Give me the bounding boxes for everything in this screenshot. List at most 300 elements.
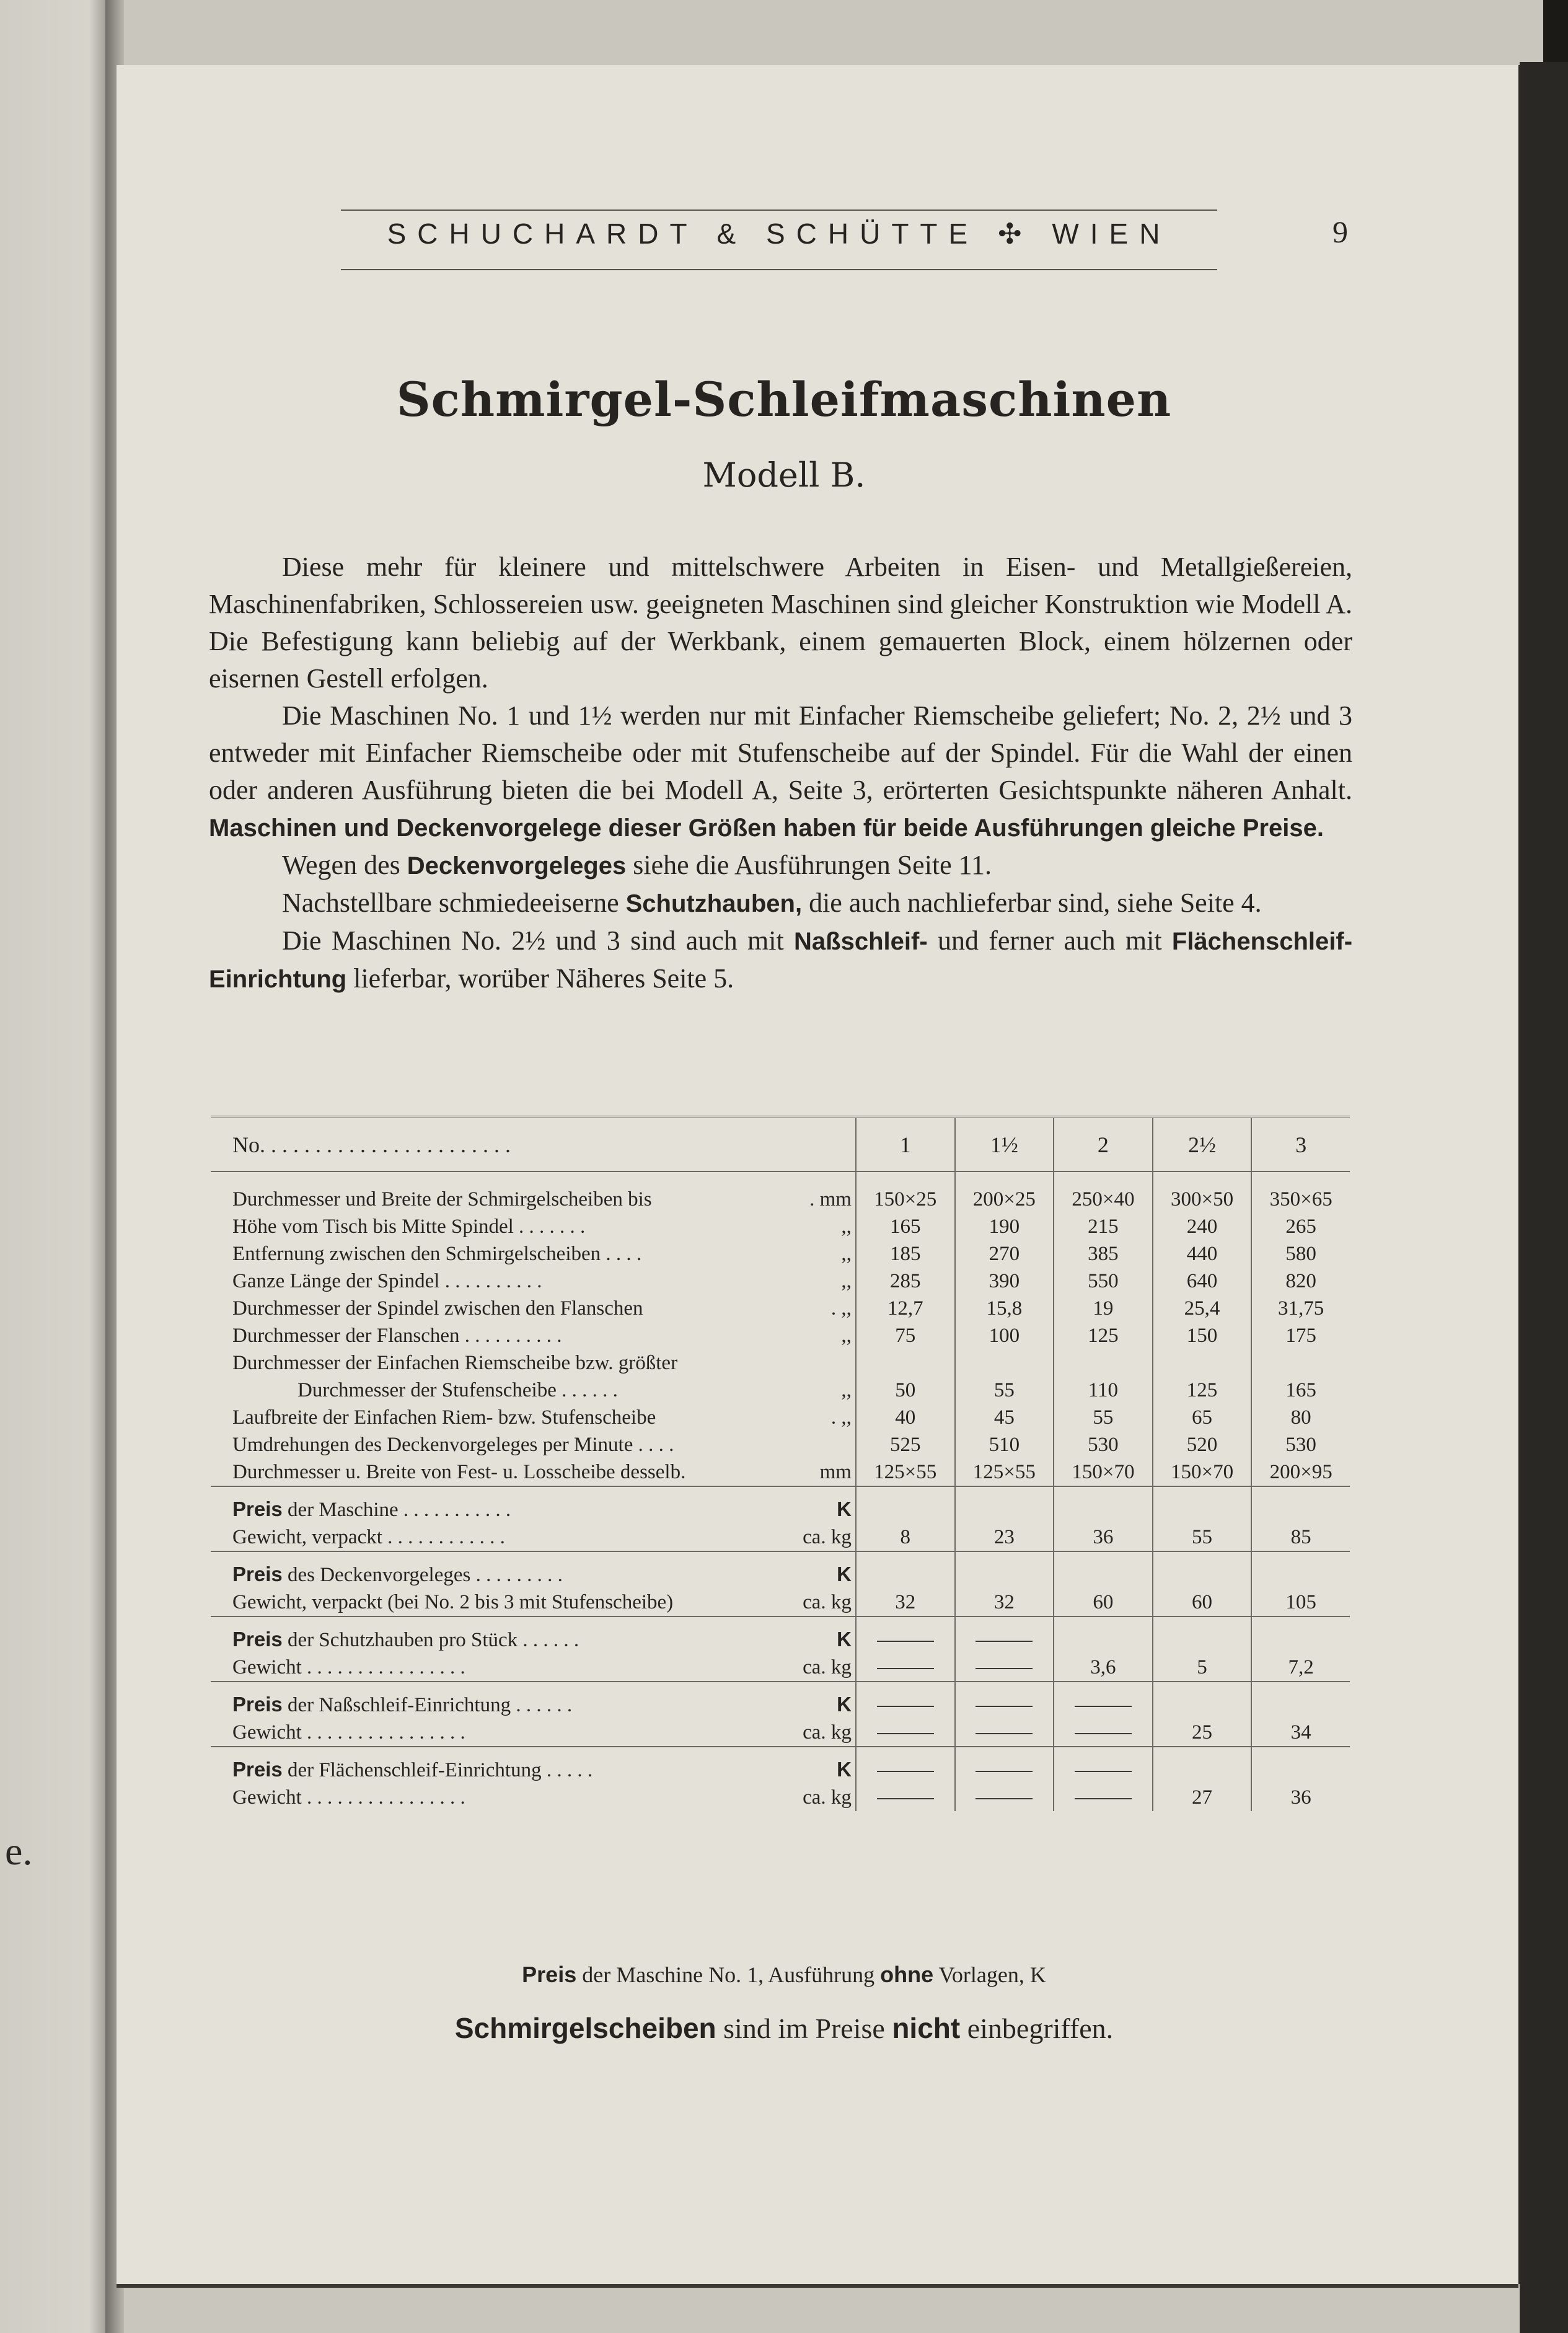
cell-value: 110 xyxy=(1088,1379,1119,1401)
table-cell xyxy=(1054,1756,1153,1784)
cell-value: 510 xyxy=(989,1434,1020,1456)
price-label-left xyxy=(232,1496,511,1524)
table-cell xyxy=(1251,1784,1350,1811)
table-row xyxy=(211,1240,1350,1268)
col-header: 3 xyxy=(1251,1117,1350,1171)
weight-row xyxy=(211,1589,1350,1616)
table-cell xyxy=(1054,1213,1153,1240)
spacer-row xyxy=(211,1171,1350,1186)
table-cell xyxy=(1251,1186,1350,1213)
dash-mark xyxy=(976,1706,1033,1707)
table-cell xyxy=(1054,1458,1153,1486)
table-cell xyxy=(955,1719,1054,1747)
paragraph-4 xyxy=(209,884,1352,922)
table-cell xyxy=(955,1322,1054,1349)
separator-cell xyxy=(1251,1682,1350,1691)
row-label-line xyxy=(232,1458,852,1486)
cell-value: 440 xyxy=(1186,1243,1218,1265)
footer-1-text-2: Vorlagen, K xyxy=(938,1962,1046,1987)
footer-line-1 xyxy=(0,1962,1568,1988)
dash-mark xyxy=(1075,1733,1132,1734)
row-label-line xyxy=(232,1524,852,1551)
cell-value: 270 xyxy=(989,1243,1020,1265)
row-label-text: Durchmesser der Einfachen Riemscheibe bzw. größter xyxy=(232,1352,678,1374)
table-cell xyxy=(1251,1431,1350,1458)
table-row xyxy=(211,1295,1350,1322)
table-cell xyxy=(955,1213,1054,1240)
table-cell xyxy=(856,1268,955,1295)
price-label-text: der Naßschleif-Einrichtung . . . . . . xyxy=(287,1694,573,1716)
table-cell xyxy=(1054,1691,1153,1719)
page-subtitle: Modell B. xyxy=(702,456,866,495)
separator-row xyxy=(211,1551,1350,1561)
p4-c: die auch nachlieferbar sind, siehe Seite 4. xyxy=(809,888,1262,918)
spec-body xyxy=(211,1186,1350,1486)
separator-cell xyxy=(1153,1486,1252,1496)
price-label-line xyxy=(232,1626,852,1654)
cell-value: 200×25 xyxy=(972,1188,1036,1211)
price-label-text: der Schutzhauben pro Stück . . . . . . xyxy=(287,1629,579,1651)
table-cell xyxy=(856,1719,955,1747)
paragraph-3 xyxy=(209,847,1352,884)
cell-value: 385 xyxy=(1088,1243,1119,1265)
table-cell xyxy=(1251,1268,1350,1295)
table-cell xyxy=(955,1784,1054,1811)
cell-value: 240 xyxy=(1186,1215,1218,1238)
row-unit: . mm xyxy=(809,1188,852,1211)
page-title: Schmirgel-Schleifmaschinen xyxy=(396,372,1172,427)
table-cell xyxy=(1153,1322,1252,1349)
price-label-left xyxy=(232,1626,579,1654)
cell-value: 27 xyxy=(1192,1786,1213,1809)
cell-value: 530 xyxy=(1285,1434,1316,1456)
price-bold: Preis xyxy=(232,1497,283,1520)
cell-value: 36 xyxy=(1290,1786,1311,1809)
separator-cell xyxy=(1251,1747,1350,1756)
table-cell xyxy=(1054,1589,1153,1616)
row-label xyxy=(211,1349,856,1404)
table-cell xyxy=(1153,1496,1252,1524)
separator-cell xyxy=(1251,1616,1350,1626)
separator-cell xyxy=(1251,1486,1350,1496)
table-cell xyxy=(955,1186,1054,1213)
table-cell xyxy=(856,1458,955,1486)
row-label xyxy=(211,1589,856,1616)
table-cell xyxy=(1251,1458,1350,1486)
row-label xyxy=(211,1213,856,1240)
p3-a: Wegen des xyxy=(282,850,400,880)
row-label-text: Durchmesser und Breite der Schmirgelscheiben bis xyxy=(232,1188,652,1211)
table-cell xyxy=(1251,1589,1350,1616)
separator-cell xyxy=(1251,1551,1350,1561)
p3-c: siehe die Ausführungen Seite 11. xyxy=(633,850,992,880)
table-row xyxy=(211,1322,1350,1349)
table-cell xyxy=(1251,1349,1350,1404)
cell-value: 165 xyxy=(1285,1379,1316,1401)
row-label-text: Entfernung zwischen den Schmirgelscheiben . . . . xyxy=(232,1243,642,1265)
table-cell xyxy=(1054,1322,1153,1349)
table-cell xyxy=(1251,1322,1350,1349)
row-label xyxy=(211,1240,856,1268)
table-cell xyxy=(955,1431,1054,1458)
row-unit: ca. kg xyxy=(803,1656,852,1678)
footer-1-text: der Maschine No. 1, Ausführung xyxy=(582,1962,875,1987)
price-label-line xyxy=(232,1561,852,1589)
table-cell xyxy=(856,1589,955,1616)
table-cell xyxy=(856,1322,955,1349)
row-label xyxy=(211,1719,856,1747)
row-label-line xyxy=(232,1213,852,1240)
row-label-line xyxy=(232,1268,852,1295)
row-unit: ,, xyxy=(841,1325,852,1347)
table-cell xyxy=(1153,1295,1252,1322)
cell-value: 820 xyxy=(1285,1270,1316,1292)
table-cell xyxy=(1054,1524,1153,1551)
table-cell xyxy=(955,1268,1054,1295)
table-cell xyxy=(1153,1404,1252,1431)
row-unit: ,, xyxy=(841,1379,852,1401)
cell-value: 350×65 xyxy=(1269,1188,1332,1211)
separator-cell xyxy=(955,1486,1054,1496)
row-label-line xyxy=(232,1240,852,1268)
table-cell xyxy=(856,1404,955,1431)
table-row xyxy=(211,1186,1350,1213)
table-cell xyxy=(1153,1240,1252,1268)
dash-mark xyxy=(976,1641,1033,1642)
separator-cell xyxy=(955,1616,1054,1626)
table-cell xyxy=(1054,1349,1153,1404)
table-row xyxy=(211,1458,1350,1486)
price-label xyxy=(211,1626,856,1654)
cell-value: 75 xyxy=(895,1325,916,1347)
price-label-text: der Maschine . . . . . . . . . . . xyxy=(287,1499,511,1521)
col-header: 1½ xyxy=(955,1117,1054,1171)
p5-e: lieferbar, worüber Näheres Seite 5. xyxy=(353,963,734,994)
table-cell xyxy=(1054,1268,1153,1295)
table-cell xyxy=(1153,1186,1252,1213)
row-label-text: Durchmesser der Stufenscheibe . . . . . . xyxy=(297,1379,618,1401)
table-cell xyxy=(1251,1626,1350,1654)
table-cell xyxy=(856,1186,955,1213)
cell-value: 7,2 xyxy=(1288,1656,1314,1678)
price-label xyxy=(211,1496,856,1524)
cell-value: 15,8 xyxy=(986,1297,1023,1320)
table-cell xyxy=(1153,1691,1252,1719)
table-cell xyxy=(955,1404,1054,1431)
separator-cell xyxy=(856,1486,955,1496)
cell-value: 125 xyxy=(1186,1379,1218,1401)
table-cell xyxy=(1153,1524,1252,1551)
price-label-line xyxy=(232,1496,852,1524)
cell-value: 150×25 xyxy=(874,1188,937,1211)
cell-value: 530 xyxy=(1088,1434,1119,1456)
table-cell xyxy=(1054,1240,1153,1268)
cell-value: 550 xyxy=(1088,1270,1119,1292)
table-row xyxy=(211,1213,1350,1240)
separator-row xyxy=(211,1616,1350,1626)
col-header: 2 xyxy=(1054,1117,1153,1171)
row-label-line xyxy=(232,1377,852,1404)
dash-mark xyxy=(877,1798,934,1799)
cell-value: 36 xyxy=(1093,1526,1114,1548)
table-cell xyxy=(1153,1626,1252,1654)
table-cell xyxy=(1251,1561,1350,1589)
table-cell xyxy=(856,1524,955,1551)
paragraph-2-bold: Maschinen und Deckenvorgelege dieser Größen haben für beide Ausführungen gleiche Preise. xyxy=(209,814,1324,842)
row-unit: . ,, xyxy=(830,1406,852,1429)
footer-line-2 xyxy=(0,2011,1568,2045)
price-label-left xyxy=(232,1561,563,1589)
cell-value: 215 xyxy=(1088,1215,1119,1238)
separator-row xyxy=(211,1747,1350,1756)
price-label-text: des Deckenvorgeleges . . . . . . . . . xyxy=(287,1564,563,1586)
row-label-text: Höhe vom Tisch bis Mitte Spindel . . . . . . . xyxy=(232,1215,586,1238)
price-row xyxy=(211,1691,1350,1719)
row-label xyxy=(211,1784,856,1811)
row-unit: ,, xyxy=(841,1243,852,1265)
cell-value: 525 xyxy=(889,1434,921,1456)
table-cell xyxy=(1251,1719,1350,1747)
table-cell xyxy=(1251,1213,1350,1240)
price-unit: K xyxy=(837,1563,852,1585)
header-rule-top xyxy=(341,209,1217,211)
price-label xyxy=(211,1561,856,1589)
header-rule-bottom xyxy=(341,269,1217,270)
table-cell xyxy=(1153,1349,1252,1404)
separator-row xyxy=(211,1486,1350,1496)
price-row xyxy=(211,1626,1350,1654)
cell-value: 150×70 xyxy=(1170,1461,1234,1483)
table-cell xyxy=(1153,1431,1252,1458)
cell-value: 55 xyxy=(1093,1406,1114,1429)
separator-cell xyxy=(856,1682,955,1691)
table-cell xyxy=(856,1561,955,1589)
dash-mark xyxy=(877,1771,934,1772)
row-unit: ca. kg xyxy=(803,1721,852,1744)
row-label-text: Durchmesser der Flanschen . . . . . . . . . . xyxy=(232,1325,562,1347)
footer-2-text: sind im Preise xyxy=(723,2013,885,2044)
table-cell xyxy=(955,1589,1054,1616)
row-label-text: Ganze Länge der Spindel . . . . . . . . . . xyxy=(232,1270,542,1292)
table-cell xyxy=(856,1431,955,1458)
table-cell xyxy=(955,1458,1054,1486)
table-cell xyxy=(1251,1496,1350,1524)
footer-1-bold-2: ohne xyxy=(880,1962,934,1987)
price-label xyxy=(211,1756,856,1784)
row-label-text: Gewicht, verpackt . . . . . . . . . . . . xyxy=(232,1526,505,1548)
row-unit: ,, xyxy=(841,1215,852,1238)
cell-value: 60 xyxy=(1093,1591,1114,1613)
row-label-text: Gewicht . . . . . . . . . . . . . . . . xyxy=(232,1721,465,1744)
table-cell xyxy=(1054,1496,1153,1524)
cell-value: 265 xyxy=(1285,1215,1316,1238)
paragraph-5 xyxy=(209,922,1352,998)
footer-2-bold: Schmirgelscheiben xyxy=(454,2012,716,2044)
cell-value: 65 xyxy=(1192,1406,1213,1429)
price-row xyxy=(211,1496,1350,1524)
row-label-line xyxy=(232,1431,852,1458)
cell-value: 520 xyxy=(1186,1434,1218,1456)
table-cell xyxy=(856,1295,955,1322)
row-label xyxy=(211,1404,856,1431)
weight-row xyxy=(211,1654,1350,1682)
table-row xyxy=(211,1431,1350,1458)
cell-value: 200×95 xyxy=(1269,1461,1332,1483)
cell-value: 300×50 xyxy=(1170,1188,1234,1211)
p5-bold-2: Flächenschleif-Einrichtung xyxy=(209,928,1353,993)
body-text xyxy=(209,549,1352,998)
cell-value: 31,75 xyxy=(1278,1297,1324,1320)
cell-value: 5 xyxy=(1197,1656,1207,1678)
table-cell xyxy=(955,1626,1054,1654)
table-cell xyxy=(1153,1756,1252,1784)
cell-value: 150 xyxy=(1186,1325,1218,1347)
price-unit: K xyxy=(837,1693,852,1716)
p4-a: Nachstellbare schmiedeeiserne xyxy=(282,888,619,918)
cell-value: 3,6 xyxy=(1090,1656,1116,1678)
footer-2-bold-2: nicht xyxy=(892,2012,961,2044)
separator-cell xyxy=(1153,1747,1252,1756)
row-label-line xyxy=(232,1654,852,1681)
table-cell xyxy=(955,1561,1054,1589)
table-cell xyxy=(1054,1186,1153,1213)
price-label xyxy=(211,1691,856,1719)
weight-row xyxy=(211,1524,1350,1551)
table-cell xyxy=(1153,1654,1252,1682)
price-label-line xyxy=(232,1756,852,1784)
cell-value: 85 xyxy=(1290,1526,1311,1548)
paragraph-2 xyxy=(209,697,1352,847)
dash-mark xyxy=(877,1733,934,1734)
cell-value: 19 xyxy=(1093,1297,1114,1320)
price-label-text: der Flächenschleif-Einrichtung . . . . . xyxy=(287,1759,593,1781)
table-cell xyxy=(1251,1691,1350,1719)
cell-value: 8 xyxy=(900,1526,910,1548)
table-cell xyxy=(1153,1719,1252,1747)
table-cell xyxy=(955,1295,1054,1322)
table-row xyxy=(211,1349,1350,1404)
row-label xyxy=(211,1458,856,1486)
cell-value: 175 xyxy=(1285,1325,1316,1347)
row-unit: . ,, xyxy=(830,1297,852,1320)
table-cell xyxy=(856,1756,955,1784)
row-label xyxy=(211,1268,856,1295)
dash-mark xyxy=(877,1668,934,1669)
price-unit: K xyxy=(837,1758,852,1781)
row-label-text: Gewicht . . . . . . . . . . . . . . . . xyxy=(232,1656,465,1678)
separator-cell xyxy=(1054,1616,1153,1626)
dash-mark xyxy=(976,1771,1033,1772)
separator-cell xyxy=(211,1616,856,1626)
separator-cell xyxy=(955,1682,1054,1691)
price-unit: K xyxy=(837,1497,852,1520)
table-cell xyxy=(1054,1431,1153,1458)
cell-value: 580 xyxy=(1285,1243,1316,1265)
left-page-fragment: e. xyxy=(5,1829,33,1873)
price-label-left xyxy=(232,1691,572,1719)
cell-value: 190 xyxy=(989,1215,1020,1238)
table-cell xyxy=(1251,1240,1350,1268)
cell-value: 25,4 xyxy=(1184,1297,1220,1320)
separator-cell xyxy=(955,1551,1054,1561)
separator-cell xyxy=(1153,1616,1252,1626)
table-row xyxy=(211,1268,1350,1295)
spec-table xyxy=(211,1116,1350,1811)
dash-mark xyxy=(1075,1706,1132,1707)
table-cell xyxy=(1153,1589,1252,1616)
table-row xyxy=(211,1404,1350,1431)
p5-a: Die Maschinen No. 2½ und 3 sind auch mit xyxy=(282,925,784,956)
row-label-line xyxy=(232,1186,852,1213)
cell-value: 125 xyxy=(1088,1325,1119,1347)
table-cell xyxy=(955,1756,1054,1784)
row-label xyxy=(211,1431,856,1458)
row-label-text: Gewicht . . . . . . . . . . . . . . . . xyxy=(232,1786,465,1809)
table-cell xyxy=(1251,1654,1350,1682)
cell-value: 55 xyxy=(1192,1526,1213,1548)
separator-cell xyxy=(211,1486,856,1496)
weight-row xyxy=(211,1719,1350,1747)
table-cell xyxy=(1153,1561,1252,1589)
table-cell xyxy=(1054,1295,1153,1322)
separator-cell xyxy=(1054,1551,1153,1561)
cell-value: 32 xyxy=(895,1591,916,1613)
row-label-line xyxy=(232,1322,852,1349)
separator-row xyxy=(211,1682,1350,1691)
table-cell xyxy=(1251,1524,1350,1551)
table-cell xyxy=(1054,1784,1153,1811)
cell-value: 390 xyxy=(989,1270,1020,1292)
separator-cell xyxy=(211,1551,856,1561)
row-label xyxy=(211,1654,856,1682)
dash-mark xyxy=(1075,1771,1132,1772)
table-cell xyxy=(955,1654,1054,1682)
cell-value: 23 xyxy=(993,1526,1015,1548)
row-label-line xyxy=(232,1784,852,1811)
separator-cell xyxy=(856,1747,955,1756)
table-cell xyxy=(1153,1268,1252,1295)
col-header: 2½ xyxy=(1153,1117,1252,1171)
separator-cell xyxy=(955,1747,1054,1756)
table-cell xyxy=(955,1496,1054,1524)
price-unit: K xyxy=(837,1628,852,1651)
table-cell xyxy=(1054,1654,1153,1682)
cell-value: 185 xyxy=(889,1243,921,1265)
cell-value: 12,7 xyxy=(887,1297,923,1320)
row-unit: mm xyxy=(819,1461,852,1483)
row-label xyxy=(211,1322,856,1349)
cell-value: 55 xyxy=(993,1379,1015,1401)
row-label-line xyxy=(232,1719,852,1746)
row-label-line xyxy=(232,1404,852,1431)
table-cell xyxy=(1054,1626,1153,1654)
table-cell xyxy=(856,1213,955,1240)
row-label-text: Laufbreite der Einfachen Riem- bzw. Stufenscheibe xyxy=(232,1406,656,1429)
row-label xyxy=(211,1524,856,1551)
dash-mark xyxy=(976,1798,1033,1799)
cell-value: 80 xyxy=(1290,1406,1311,1429)
table-cell xyxy=(856,1691,955,1719)
cell-value: 105 xyxy=(1285,1591,1316,1613)
table-cell xyxy=(1054,1404,1153,1431)
cell-value: 150×70 xyxy=(1072,1461,1135,1483)
dash-mark xyxy=(1075,1798,1132,1799)
dash-mark xyxy=(877,1641,934,1642)
table-cell xyxy=(955,1691,1054,1719)
separator-cell xyxy=(1153,1551,1252,1561)
table-cell xyxy=(856,1240,955,1268)
row-unit: ca. kg xyxy=(803,1526,852,1548)
